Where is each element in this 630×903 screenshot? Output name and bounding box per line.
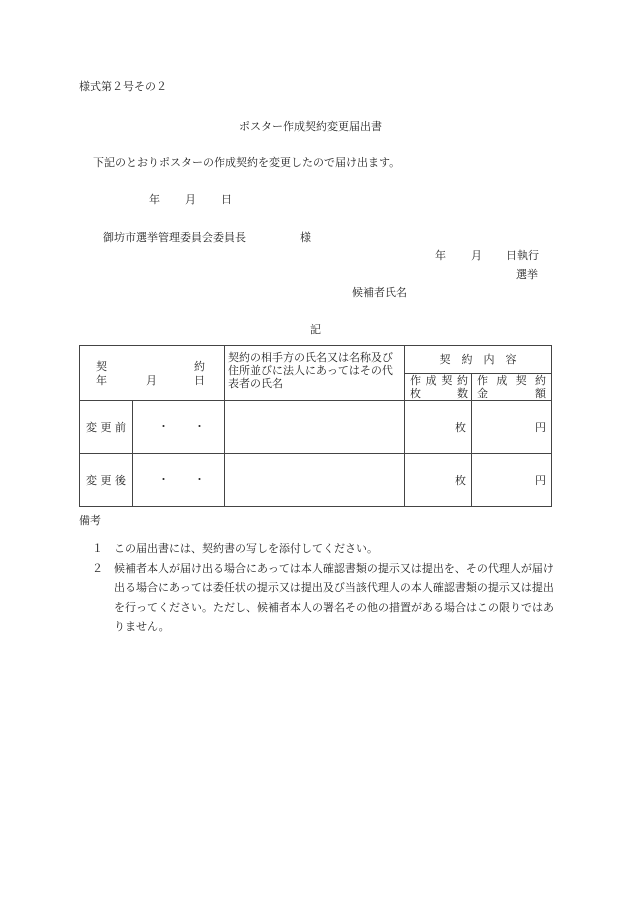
date-dot: ・ bbox=[194, 473, 205, 486]
sheets-header-char: 契 bbox=[441, 373, 453, 387]
amount-header bbox=[472, 373, 552, 401]
contract-table bbox=[79, 345, 552, 507]
date-dot: ・ bbox=[194, 420, 205, 433]
contract-date-year: 年 bbox=[96, 374, 107, 387]
table-row bbox=[80, 454, 552, 507]
amount-cell: 円 bbox=[472, 454, 552, 507]
sheets-header-char: 約 bbox=[456, 373, 468, 387]
notes-list bbox=[92, 539, 562, 637]
table-header-row bbox=[80, 346, 552, 374]
candidate-name-label: 候補者氏名 bbox=[352, 286, 407, 299]
addressee-name: 御坊市選挙管理委員会委員長 bbox=[103, 231, 246, 244]
date-month: 月 bbox=[185, 193, 196, 206]
election-month: 月 bbox=[471, 249, 482, 262]
date-day: 日 bbox=[221, 193, 232, 206]
sheets-header bbox=[405, 373, 472, 401]
note-text: 候補者本人が届け出る場合にあっては本人確認書類の提示又は提出を、その代理人が届け出る場合にあっては委任状の提示又は提出及び当該代理人の本人確認書類の提示又は提出を行ってください。ただし、候補者本人の署名その他の措置がある場合はこの限りではありません。 bbox=[114, 561, 554, 633]
sheets-header-char: 枚 bbox=[410, 386, 421, 400]
date-cell bbox=[133, 454, 225, 507]
election-day-exec: 日執行 bbox=[506, 249, 539, 262]
counterparty-cell[interactable] bbox=[225, 454, 405, 507]
sheets-header-char: 成 bbox=[425, 373, 437, 387]
amount-header-char: 金 bbox=[477, 386, 488, 400]
ki-label: 記 bbox=[310, 323, 321, 336]
form-number: 様式第２号その２ bbox=[79, 80, 167, 93]
counterparty-header: 契約の相手方の氏名又は名称及び住所並びに法人にあってはその代表者の氏名 bbox=[225, 346, 405, 401]
addressee-honorific: 様 bbox=[300, 231, 311, 244]
date-cell bbox=[133, 401, 225, 454]
remarks-label: 備考 bbox=[79, 514, 101, 527]
amount-header-char: 作 bbox=[477, 373, 488, 387]
sheets-header-char: 数 bbox=[457, 386, 468, 400]
document-title: ポスター作成契約変更届出書 bbox=[239, 120, 382, 133]
contract-date-char: 約 bbox=[194, 360, 205, 373]
amount-header-char: 額 bbox=[535, 386, 546, 400]
date-dot: ・ bbox=[158, 420, 169, 433]
amount-header-bottom bbox=[477, 387, 546, 400]
date-year: 年 bbox=[149, 193, 160, 206]
amount-header-top bbox=[477, 374, 546, 387]
date-dot: ・ bbox=[158, 473, 169, 486]
contents-header: 契 約 内 容 bbox=[405, 346, 552, 374]
amount-header-char: 契 bbox=[515, 373, 527, 387]
amount-header-char: 約 bbox=[534, 373, 546, 387]
list-item bbox=[92, 539, 562, 559]
table-row bbox=[80, 401, 552, 454]
contract-date-day: 日 bbox=[194, 374, 205, 387]
row-label: 変 更 後 bbox=[80, 454, 133, 507]
sheets-header-char: 作 bbox=[410, 373, 421, 387]
note-number: １ bbox=[92, 542, 103, 555]
sheets-cell: 枚 bbox=[405, 454, 472, 507]
contract-date-month: 月 bbox=[146, 374, 157, 387]
contract-date-char: 契 bbox=[96, 360, 107, 373]
counterparty-cell[interactable] bbox=[225, 401, 405, 454]
sheets-header-top bbox=[410, 374, 468, 387]
note-text: この届出書には、契約書の写しを添付してください。 bbox=[114, 542, 378, 555]
amount-header-char: 成 bbox=[496, 373, 508, 387]
election-label: 選挙 bbox=[516, 268, 538, 281]
amount-cell: 円 bbox=[472, 401, 552, 454]
intro-text: 下記のとおりポスターの作成契約を変更したので届け出ます。 bbox=[93, 156, 401, 169]
contract-date-header bbox=[80, 346, 225, 401]
election-year: 年 bbox=[435, 249, 446, 262]
sheets-header-bottom bbox=[410, 387, 468, 400]
note-number: ２ bbox=[92, 561, 103, 575]
row-label: 変 更 前 bbox=[80, 401, 133, 454]
sheets-cell: 枚 bbox=[405, 401, 472, 454]
list-item bbox=[92, 559, 562, 637]
